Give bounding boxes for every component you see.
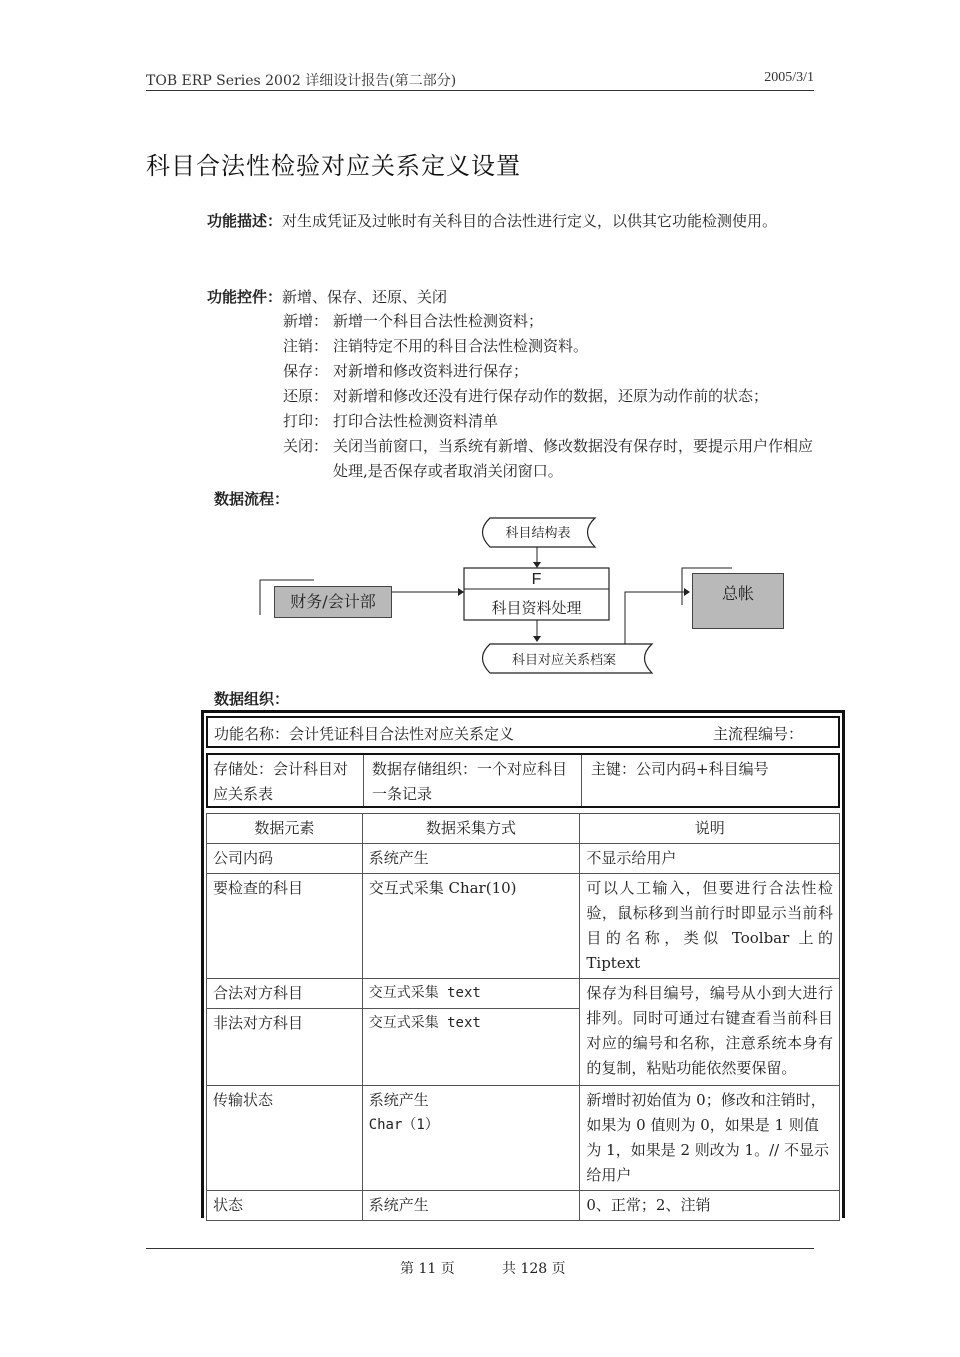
control-key: 新增： xyxy=(283,312,329,330)
data-elements-table xyxy=(206,813,840,1221)
page-total: 共 128 页 xyxy=(502,1261,566,1277)
description-label: 功能描述： xyxy=(207,212,283,230)
cell-method: 系统产生 xyxy=(362,844,580,874)
description-text: 对生成凭证及过帐时有关科目的合法性进行定义，以供其它功能检测使用。 xyxy=(282,212,778,230)
main-flow-number: 主流程编号： xyxy=(713,725,804,743)
storage-location: 存储处：会计科目对应关系表 xyxy=(213,760,349,803)
table-row xyxy=(207,1191,840,1221)
controls-summary: 新增、保存、还原、关闭 xyxy=(282,288,448,306)
header-title: TOB ERP Series 2002 详细设计报告(第二部分) xyxy=(146,73,457,89)
column-header: 数据采集方式 xyxy=(362,814,580,844)
cell-element: 要检查的科目 xyxy=(207,874,363,979)
table-header-row xyxy=(207,814,840,844)
dataflow-label: 数据流程： xyxy=(214,490,290,508)
connector-to-ledger xyxy=(625,592,686,644)
column-header: 说明 xyxy=(580,814,840,844)
control-key: 注销： xyxy=(283,337,329,355)
cell-shared-note: 保存为科目编号，编号从小到大进行排列。同时可通过右键查看当前科目对应的编号和名称，注意系统本身有的复制，粘贴功能依然要保留。 xyxy=(580,979,840,1086)
cell-element: 合法对方科目 xyxy=(207,979,363,1009)
cell-method: 交互式采集 Char(10) xyxy=(362,874,580,979)
control-key: 关闭： xyxy=(283,437,329,455)
table-row xyxy=(207,1086,840,1191)
cell-note: 0、正常；2、注销 xyxy=(580,1191,840,1221)
arrowhead xyxy=(533,636,541,642)
controls-heading xyxy=(207,284,819,310)
arrowhead xyxy=(533,562,541,568)
control-item xyxy=(283,359,823,384)
control-key: 打印： xyxy=(283,412,329,430)
cell-note: 可以人工输入，但要进行合法性检验，鼠标移到当前行时即显示当前科目的名称，类似 Toolbar 上的 Tiptext xyxy=(580,874,840,979)
bottom-file-label: 科目对应关系档案 xyxy=(511,653,616,668)
arrowhead xyxy=(684,588,690,596)
storage-row xyxy=(206,753,840,808)
cell-divider xyxy=(581,755,582,806)
process-name: 科目资料处理 xyxy=(491,599,582,617)
cell-method xyxy=(362,1086,580,1191)
column-header: 数据元素 xyxy=(207,814,363,844)
storage-organization: 数据存储组织：一个对应科目一条记录 xyxy=(372,760,568,803)
control-value: 关闭当前窗口，当系统有新增、修改数据没有保存时，要提示用户作相应处理,是否保存或者取消关闭窗口。 xyxy=(333,437,814,480)
method-type: Char（1） xyxy=(368,1117,439,1133)
control-value: 对新增和修改还没有进行保存动作的数据，还原为动作前的状态； xyxy=(333,387,769,405)
footer-divider xyxy=(146,1248,814,1249)
cell-method: 交互式采集 text xyxy=(362,979,580,1009)
control-value: 对新增和修改资料进行保存； xyxy=(333,362,529,380)
left-entity-box xyxy=(274,586,392,618)
table-row xyxy=(207,979,840,1009)
arrowhead xyxy=(458,588,464,596)
control-item xyxy=(283,409,823,434)
cell-element: 公司内码 xyxy=(207,844,363,874)
cell-note: 新增时初始值为 0；修改和注销时，如果为 0 值则为 0，如果是 1 则值为 1，如果是 2 则改为 1。// 不显示给用户 xyxy=(580,1086,840,1191)
method-line: 系统产生 xyxy=(368,1091,429,1109)
cell-element: 传输状态 xyxy=(207,1086,363,1191)
control-item xyxy=(283,434,823,484)
cell-element: 非法对方科目 xyxy=(207,1009,363,1086)
cell-element: 状态 xyxy=(207,1191,363,1221)
control-value: 打印合法性检测资料清单 xyxy=(333,412,499,430)
controls-label: 功能控件： xyxy=(207,288,283,306)
control-item xyxy=(283,384,823,409)
description-paragraph xyxy=(207,208,819,234)
process-id: F xyxy=(531,571,542,588)
right-entity-box xyxy=(692,573,784,629)
left-entity-label: 财务/会计部 xyxy=(290,592,376,611)
org-label: 数据组织： xyxy=(214,690,290,708)
control-item xyxy=(283,334,823,359)
table-row xyxy=(207,874,840,979)
right-entity-label: 总帐 xyxy=(721,584,754,603)
control-item xyxy=(283,309,823,334)
header-divider xyxy=(146,90,814,91)
function-name: 功能名称：会计凭证科目合法性对应关系定义 xyxy=(214,725,515,743)
table-row xyxy=(207,844,840,874)
cell-note: 不显示给用户 xyxy=(580,844,840,874)
control-key: 保存： xyxy=(283,362,329,380)
cell-method: 系统产生 xyxy=(362,1191,580,1221)
top-file-label: 科目结构表 xyxy=(505,526,571,541)
control-value: 注销特定不用的科目合法性检测资料。 xyxy=(333,337,589,355)
cell-method: 交互式采集 text xyxy=(362,1009,580,1086)
function-name-row xyxy=(206,716,840,748)
cell-divider xyxy=(363,755,364,806)
primary-key: 主键：公司内码+科目编号 xyxy=(591,760,769,778)
control-key: 还原： xyxy=(283,387,329,405)
control-value: 新增一个科目合法性检测资料； xyxy=(333,312,544,330)
page-number: 第 11 页 xyxy=(400,1261,455,1277)
header-date: 2005/3/1 xyxy=(764,70,814,85)
page-title: 科目合法性检验对应关系定义设置 xyxy=(146,152,521,180)
